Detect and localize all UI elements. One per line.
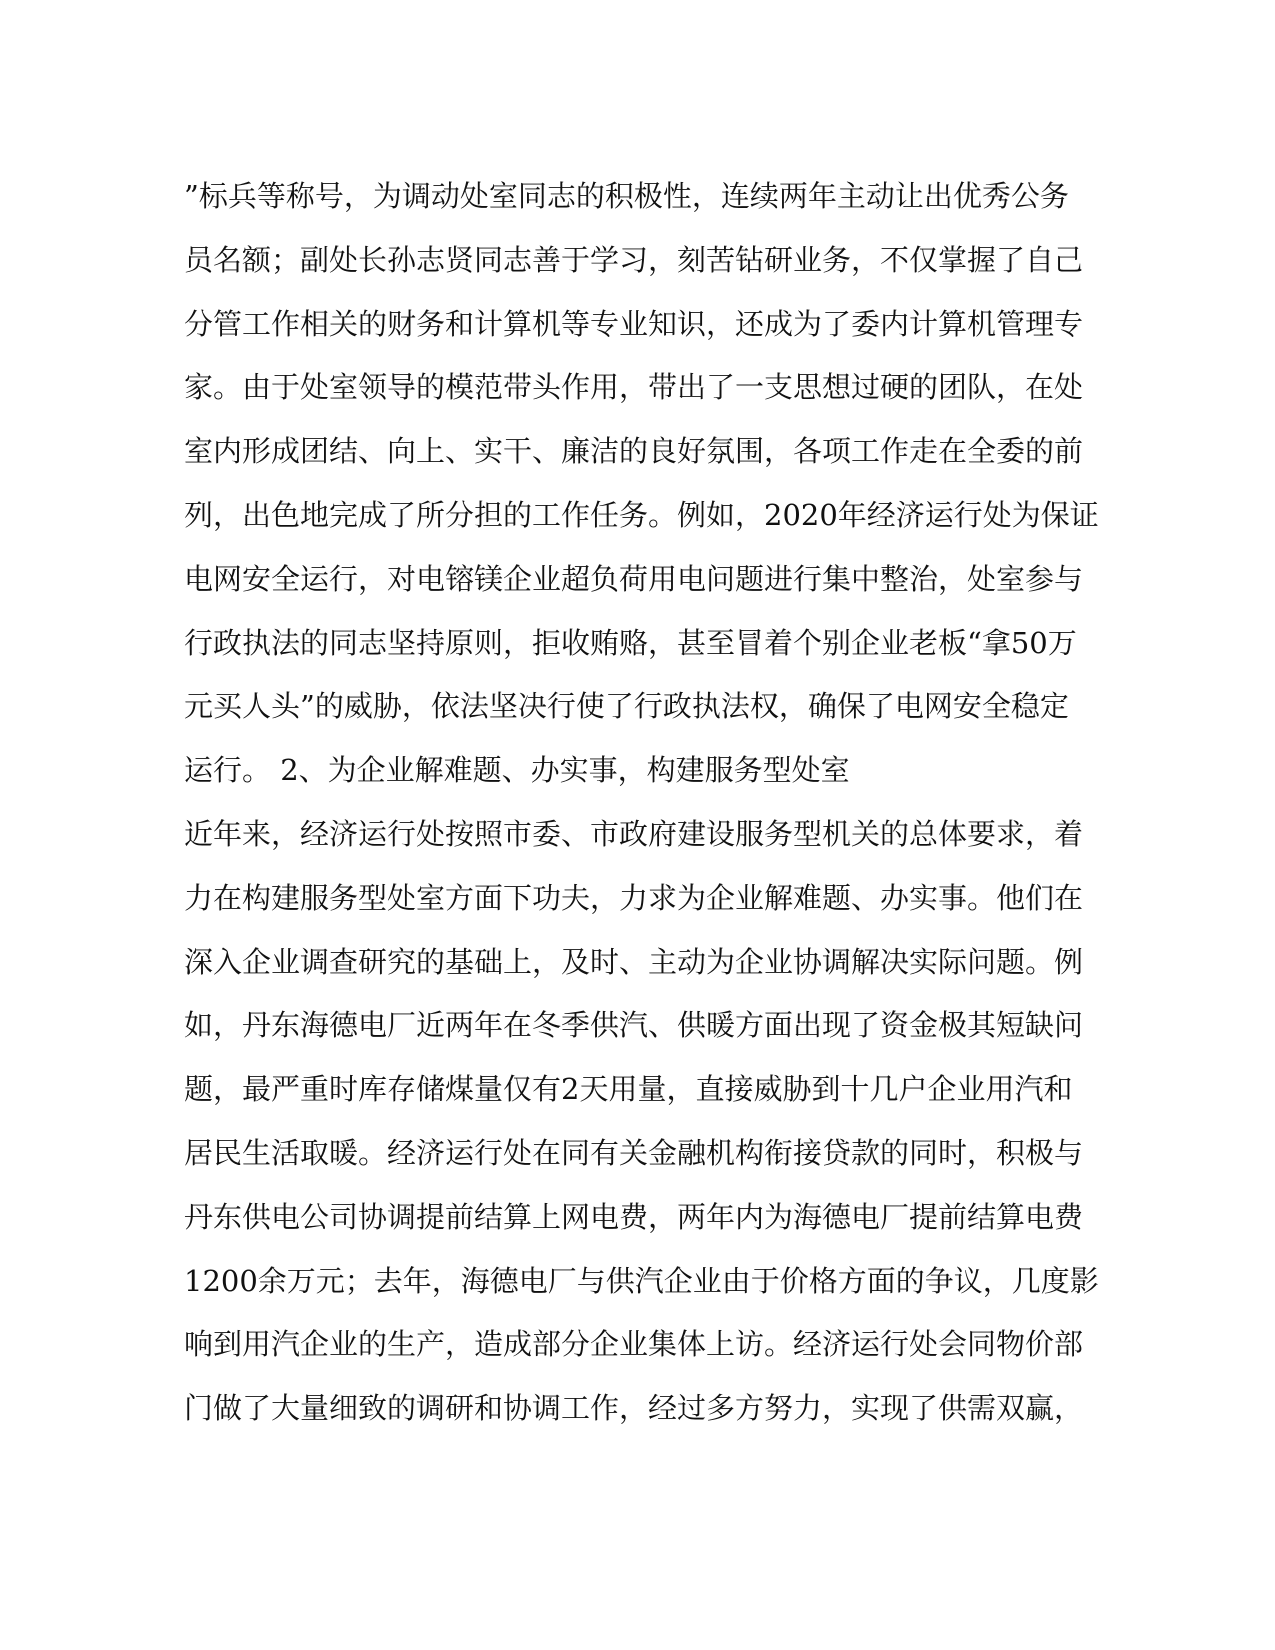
text-line: 近年来，经济运行处按照市委、市政府建设服务型机关的总体要求，着 — [184, 816, 1084, 851]
text-line: 力在构建服务型处室方面下功夫，力求为企业解难题、办实事。他们在 — [184, 880, 1084, 915]
text-line: 深入企业调查研究的基础上，及时、主动为企业协调解决实际问题。例 — [184, 944, 1084, 979]
text-line: 元买人头”的威胁，依法坚决行使了行政执法权，确保了电网安全稳定 — [184, 689, 1069, 724]
text-line: 列，出色地完成了所分担的工作任务。例如，2020年经济运行处为保证 — [184, 497, 1099, 532]
text-line: 运行。 2、为企业解难题、办实事，构建服务型处室 — [184, 753, 850, 788]
text-line: 响到用汽企业的生产，造成部分企业集体上访。经济运行处会同物价部 — [184, 1327, 1084, 1362]
text-line: 行政执法的同志坚持原则，拒收贿赂，甚至冒着个别企业老板“拿50万 — [184, 625, 1077, 660]
text-line: ”标兵等称号，为调动处室同志的积极性，连续两年主动让出优秀公务 — [184, 179, 1069, 213]
text-line: 居民生活取暖。经济运行处在同有关金融机构衔接贷款的同时，积极与 — [184, 1135, 1084, 1170]
text-line: 员名额；副处长孙志贤同志善于学习，刻苦钻研业务，不仅掌握了自己 — [184, 242, 1084, 277]
text-line: 题，最严重时库存储煤量仅有2天用量，直接威胁到十几户企业用汽和 — [184, 1072, 1073, 1107]
text-line: 1200余万元；去年，海德电厂与供汽企业由于价格方面的争议，几度影 — [184, 1263, 1099, 1298]
body-text — [184, 165, 1099, 1441]
text-line: 门做了大量细致的调研和协调工作，经过多方努力，实现了供需双赢， — [184, 1391, 1084, 1426]
text-line: 如，丹东海德电厂近两年在冬季供汽、供暖方面出现了资金极其短缺问 — [184, 1008, 1084, 1043]
text-line: 家。由于处室领导的模范带头作用，带出了一支思想过硬的团队，在处 — [184, 370, 1084, 405]
text-line: 丹东供电公司协调提前结算上网电费，两年内为海德电厂提前结算电费 — [184, 1199, 1084, 1234]
text-line: 电网安全运行，对电镕镁企业超负荷用电问题进行集中整治，处室参与 — [184, 561, 1084, 596]
text-line: 分管工作相关的财务和计算机等专业知识，还成为了委内计算机管理专 — [184, 306, 1084, 341]
text-line: 室内形成团结、向上、实干、廉洁的良好氛围，各项工作走在全委的前 — [184, 434, 1084, 469]
